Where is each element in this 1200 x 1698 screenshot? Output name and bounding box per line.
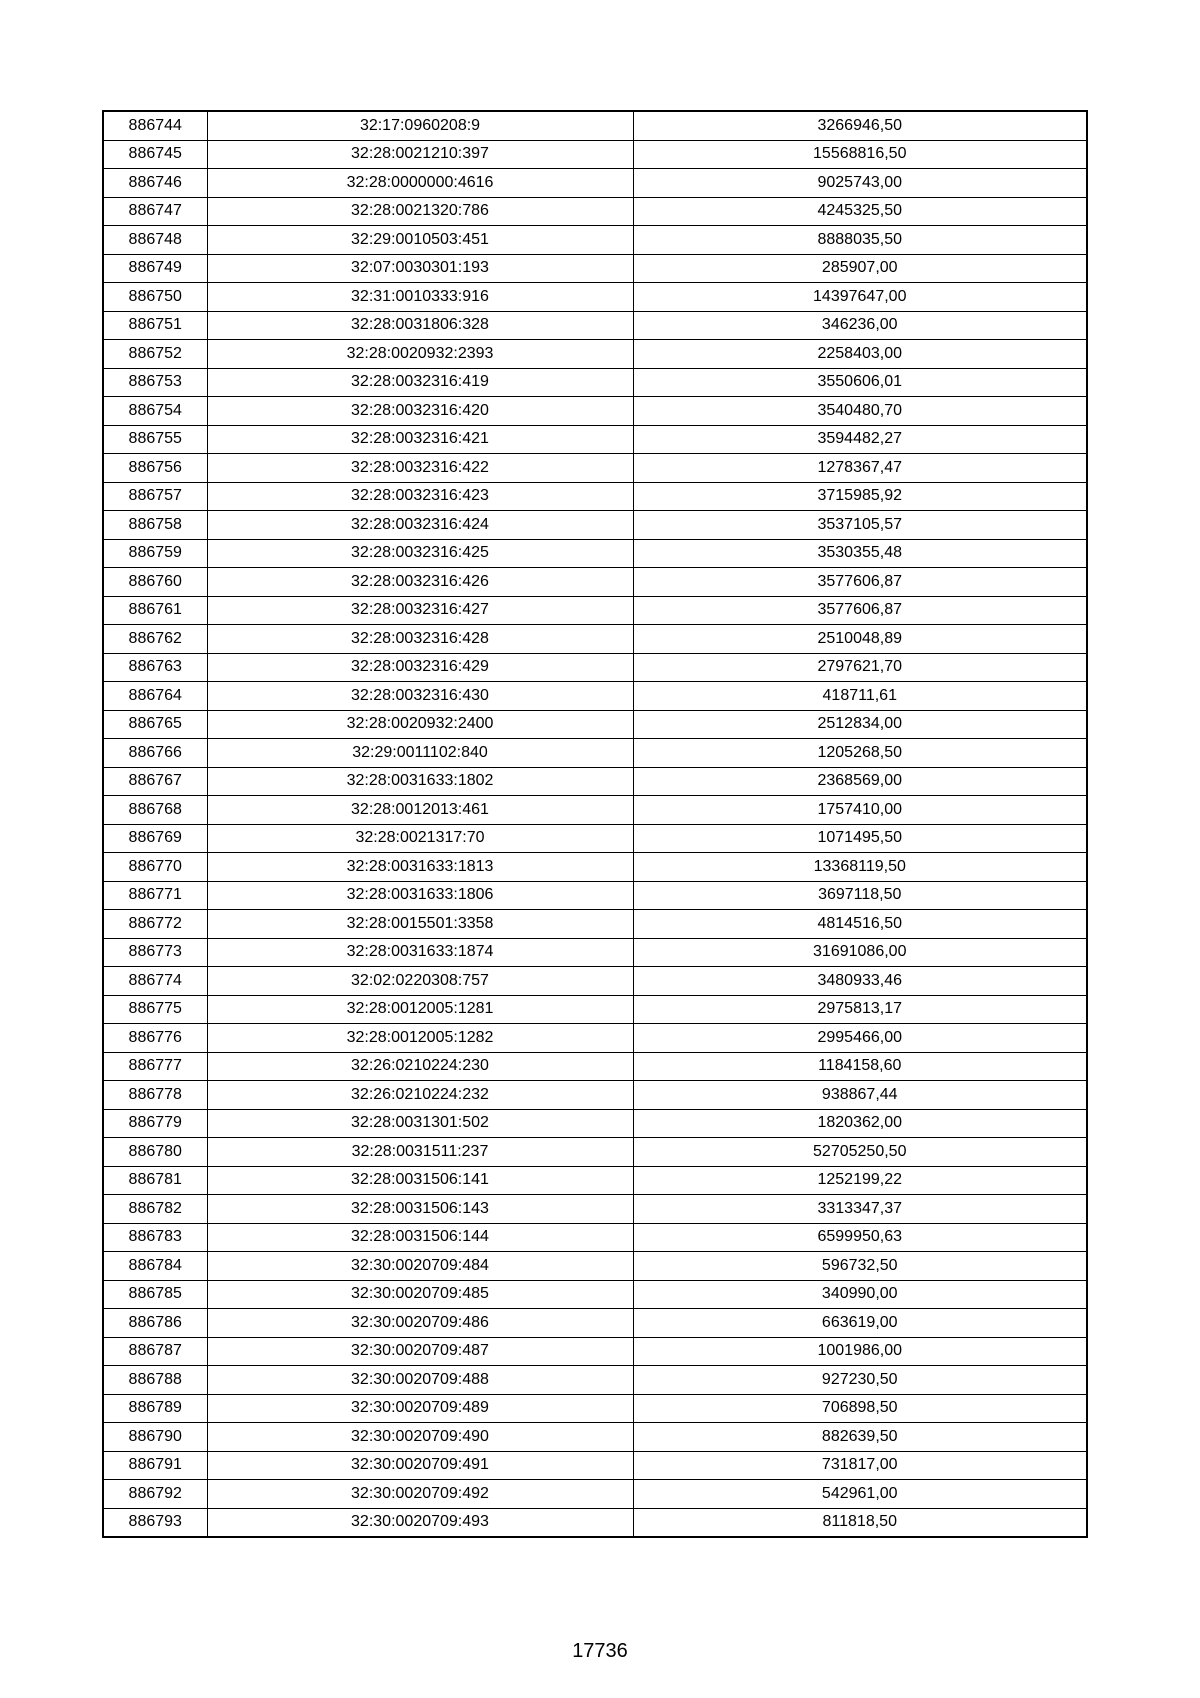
cadastral-number-cell: 32:28:0031633:1813 [207, 853, 633, 882]
table-row [103, 283, 1087, 312]
row-number-cell: 886750 [103, 283, 207, 312]
cadastral-number-cell: 32:28:0032316:430 [207, 682, 633, 711]
cadastral-value-cell: 340990,00 [633, 1280, 1087, 1309]
table-row [103, 1508, 1087, 1537]
cadastral-value-cell: 6599950,63 [633, 1223, 1087, 1252]
cadastral-number-cell: 32:28:0032316:420 [207, 397, 633, 426]
cadastral-number-cell: 32:29:0011102:840 [207, 739, 633, 768]
cadastral-number-cell: 32:31:0010333:916 [207, 283, 633, 312]
cadastral-value-cell: 1001986,00 [633, 1337, 1087, 1366]
cadastral-value-cell: 2368569,00 [633, 767, 1087, 796]
cadastral-number-cell: 32:28:0031506:144 [207, 1223, 633, 1252]
table-row [103, 739, 1087, 768]
cadastral-number-cell: 32:26:0210224:232 [207, 1081, 633, 1110]
table-row [103, 368, 1087, 397]
row-number-cell: 886751 [103, 311, 207, 340]
cadastral-number-cell: 32:28:0015501:3358 [207, 910, 633, 939]
cadastral-value-cell: 9025743,00 [633, 169, 1087, 198]
table-row [103, 1423, 1087, 1452]
row-number-cell: 886747 [103, 197, 207, 226]
table-row [103, 397, 1087, 426]
row-number-cell: 886792 [103, 1480, 207, 1509]
table-row [103, 1195, 1087, 1224]
table-row [103, 1223, 1087, 1252]
cadastral-value-cell: 2512834,00 [633, 710, 1087, 739]
table-row [103, 482, 1087, 511]
row-number-cell: 886748 [103, 226, 207, 255]
cadastral-number-cell: 32:17:0960208:9 [207, 111, 633, 140]
row-number-cell: 886774 [103, 967, 207, 996]
cadastral-number-cell: 32:30:0020709:492 [207, 1480, 633, 1509]
cadastral-number-cell: 32:29:0010503:451 [207, 226, 633, 255]
cadastral-value-cell: 8888035,50 [633, 226, 1087, 255]
row-number-cell: 886769 [103, 824, 207, 853]
cadastral-number-cell: 32:30:0020709:484 [207, 1252, 633, 1281]
cadastral-value-cell: 1205268,50 [633, 739, 1087, 768]
row-number-cell: 886788 [103, 1366, 207, 1395]
cadastral-number-cell: 32:28:0020932:2393 [207, 340, 633, 369]
cadastral-number-cell: 32:28:0032316:422 [207, 454, 633, 483]
registry-table [102, 110, 1088, 1538]
cadastral-value-cell: 596732,50 [633, 1252, 1087, 1281]
row-number-cell: 886766 [103, 739, 207, 768]
table-row [103, 1166, 1087, 1195]
cadastral-value-cell: 2975813,17 [633, 995, 1087, 1024]
cadastral-number-cell: 32:28:0012013:461 [207, 796, 633, 825]
cadastral-number-cell: 32:28:0031301:502 [207, 1109, 633, 1138]
cadastral-number-cell: 32:28:0000000:4616 [207, 169, 633, 198]
row-number-cell: 886761 [103, 596, 207, 625]
cadastral-value-cell: 13368119,50 [633, 853, 1087, 882]
row-number-cell: 886753 [103, 368, 207, 397]
cadastral-value-cell: 1071495,50 [633, 824, 1087, 853]
row-number-cell: 886763 [103, 653, 207, 682]
row-number-cell: 886793 [103, 1508, 207, 1537]
cadastral-value-cell: 3697118,50 [633, 881, 1087, 910]
table-row [103, 1480, 1087, 1509]
cadastral-number-cell: 32:30:0020709:490 [207, 1423, 633, 1452]
cadastral-number-cell: 32:30:0020709:493 [207, 1508, 633, 1537]
cadastral-value-cell: 1252199,22 [633, 1166, 1087, 1195]
cadastral-number-cell: 32:30:0020709:485 [207, 1280, 633, 1309]
row-number-cell: 886756 [103, 454, 207, 483]
cadastral-number-cell: 32:30:0020709:491 [207, 1451, 633, 1480]
row-number-cell: 886787 [103, 1337, 207, 1366]
cadastral-value-cell: 2995466,00 [633, 1024, 1087, 1053]
table-row [103, 1280, 1087, 1309]
table-row [103, 1052, 1087, 1081]
row-number-cell: 886759 [103, 539, 207, 568]
cadastral-value-cell: 418711,61 [633, 682, 1087, 711]
table-row [103, 1024, 1087, 1053]
table-row [103, 938, 1087, 967]
table-row [103, 511, 1087, 540]
row-number-cell: 886755 [103, 425, 207, 454]
cadastral-value-cell: 1820362,00 [633, 1109, 1087, 1138]
row-number-cell: 886758 [103, 511, 207, 540]
cadastral-value-cell: 3313347,37 [633, 1195, 1087, 1224]
cadastral-value-cell: 14397647,00 [633, 283, 1087, 312]
cadastral-value-cell: 15568816,50 [633, 140, 1087, 169]
cadastral-number-cell: 32:28:0032316:426 [207, 568, 633, 597]
row-number-cell: 886764 [103, 682, 207, 711]
row-number-cell: 886773 [103, 938, 207, 967]
table-row [103, 539, 1087, 568]
row-number-cell: 886744 [103, 111, 207, 140]
cadastral-number-cell: 32:28:0031633:1806 [207, 881, 633, 910]
table-row [103, 425, 1087, 454]
table-row [103, 1109, 1087, 1138]
row-number-cell: 886765 [103, 710, 207, 739]
row-number-cell: 886771 [103, 881, 207, 910]
cadastral-value-cell: 4814516,50 [633, 910, 1087, 939]
table-row [103, 311, 1087, 340]
cadastral-number-cell: 32:28:0032316:419 [207, 368, 633, 397]
cadastral-number-cell: 32:28:0032316:423 [207, 482, 633, 511]
cadastral-value-cell: 2258403,00 [633, 340, 1087, 369]
cadastral-number-cell: 32:28:0032316:427 [207, 596, 633, 625]
row-number-cell: 886782 [103, 1195, 207, 1224]
cadastral-value-cell: 927230,50 [633, 1366, 1087, 1395]
cadastral-number-cell: 32:30:0020709:489 [207, 1394, 633, 1423]
cadastral-number-cell: 32:28:0032316:429 [207, 653, 633, 682]
table-row [103, 1451, 1087, 1480]
cadastral-number-cell: 32:02:0220308:757 [207, 967, 633, 996]
cadastral-value-cell: 4245325,50 [633, 197, 1087, 226]
table-row [103, 1081, 1087, 1110]
row-number-cell: 886777 [103, 1052, 207, 1081]
cadastral-number-cell: 32:28:0032316:425 [207, 539, 633, 568]
row-number-cell: 886760 [103, 568, 207, 597]
row-number-cell: 886762 [103, 625, 207, 654]
cadastral-value-cell: 3577606,87 [633, 596, 1087, 625]
row-number-cell: 886767 [103, 767, 207, 796]
table-row [103, 625, 1087, 654]
table-row [103, 1394, 1087, 1423]
cadastral-value-cell: 285907,00 [633, 254, 1087, 283]
cadastral-value-cell: 882639,50 [633, 1423, 1087, 1452]
cadastral-value-cell: 3480933,46 [633, 967, 1087, 996]
row-number-cell: 886768 [103, 796, 207, 825]
cadastral-number-cell: 32:28:0012005:1281 [207, 995, 633, 1024]
cadastral-value-cell: 346236,00 [633, 311, 1087, 340]
table-row [103, 254, 1087, 283]
table-row [103, 1337, 1087, 1366]
row-number-cell: 886745 [103, 140, 207, 169]
row-number-cell: 886757 [103, 482, 207, 511]
cadastral-number-cell: 32:28:0032316:424 [207, 511, 633, 540]
cadastral-number-cell: 32:28:0031511:237 [207, 1138, 633, 1167]
table-row [103, 881, 1087, 910]
cadastral-number-cell: 32:07:0030301:193 [207, 254, 633, 283]
table-row [103, 824, 1087, 853]
row-number-cell: 886776 [103, 1024, 207, 1053]
table-row [103, 853, 1087, 882]
row-number-cell: 886746 [103, 169, 207, 198]
row-number-cell: 886770 [103, 853, 207, 882]
row-number-cell: 886791 [103, 1451, 207, 1480]
row-number-cell: 886752 [103, 340, 207, 369]
cadastral-value-cell: 3715985,92 [633, 482, 1087, 511]
row-number-cell: 886778 [103, 1081, 207, 1110]
cadastral-value-cell: 1278367,47 [633, 454, 1087, 483]
row-number-cell: 886790 [103, 1423, 207, 1452]
cadastral-value-cell: 938867,44 [633, 1081, 1087, 1110]
row-number-cell: 886786 [103, 1309, 207, 1338]
table-row [103, 767, 1087, 796]
cadastral-value-cell: 706898,50 [633, 1394, 1087, 1423]
table-row [103, 710, 1087, 739]
table-row [103, 1309, 1087, 1338]
table-row [103, 967, 1087, 996]
cadastral-number-cell: 32:26:0210224:230 [207, 1052, 633, 1081]
row-number-cell: 886780 [103, 1138, 207, 1167]
cadastral-number-cell: 32:28:0021320:786 [207, 197, 633, 226]
page-number: 17736 [572, 1640, 628, 1662]
cadastral-value-cell: 1757410,00 [633, 796, 1087, 825]
table-row [103, 169, 1087, 198]
cadastral-value-cell: 31691086,00 [633, 938, 1087, 967]
cadastral-value-cell: 52705250,50 [633, 1138, 1087, 1167]
cadastral-value-cell: 3266946,50 [633, 111, 1087, 140]
cadastral-value-cell: 2797621,70 [633, 653, 1087, 682]
cadastral-value-cell: 1184158,60 [633, 1052, 1087, 1081]
cadastral-value-cell: 3530355,48 [633, 539, 1087, 568]
table-row [103, 1252, 1087, 1281]
cadastral-value-cell: 663619,00 [633, 1309, 1087, 1338]
cadastral-value-cell: 3594482,27 [633, 425, 1087, 454]
row-number-cell: 886781 [103, 1166, 207, 1195]
row-number-cell: 886772 [103, 910, 207, 939]
cadastral-number-cell: 32:28:0031633:1802 [207, 767, 633, 796]
cadastral-number-cell: 32:30:0020709:488 [207, 1366, 633, 1395]
table-row [103, 995, 1087, 1024]
table-row [103, 111, 1087, 140]
cadastral-number-cell: 32:28:0031506:141 [207, 1166, 633, 1195]
cadastral-value-cell: 3540480,70 [633, 397, 1087, 426]
cadastral-number-cell: 32:28:0021317:70 [207, 824, 633, 853]
row-number-cell: 886754 [103, 397, 207, 426]
table-row [103, 568, 1087, 597]
table-row [103, 796, 1087, 825]
cadastral-number-cell: 32:30:0020709:486 [207, 1309, 633, 1338]
row-number-cell: 886789 [103, 1394, 207, 1423]
table-row [103, 226, 1087, 255]
cadastral-number-cell: 32:28:0031806:328 [207, 311, 633, 340]
table-row [103, 653, 1087, 682]
table-row [103, 140, 1087, 169]
table-row [103, 340, 1087, 369]
cadastral-value-cell: 2510048,89 [633, 625, 1087, 654]
table-row [103, 197, 1087, 226]
cadastral-value-cell: 3537105,57 [633, 511, 1087, 540]
cadastral-value-cell: 3577606,87 [633, 568, 1087, 597]
table-row [103, 454, 1087, 483]
table-row [103, 596, 1087, 625]
row-number-cell: 886785 [103, 1280, 207, 1309]
cadastral-number-cell: 32:28:0021210:397 [207, 140, 633, 169]
row-number-cell: 886783 [103, 1223, 207, 1252]
row-number-cell: 886749 [103, 254, 207, 283]
row-number-cell: 886775 [103, 995, 207, 1024]
table-row [103, 1138, 1087, 1167]
cadastral-number-cell: 32:28:0032316:421 [207, 425, 633, 454]
table-row [103, 682, 1087, 711]
cadastral-number-cell: 32:28:0012005:1282 [207, 1024, 633, 1053]
cadastral-number-cell: 32:28:0031506:143 [207, 1195, 633, 1224]
row-number-cell: 886784 [103, 1252, 207, 1281]
cadastral-value-cell: 731817,00 [633, 1451, 1087, 1480]
table-row [103, 1366, 1087, 1395]
cadastral-value-cell: 811818,50 [633, 1508, 1087, 1537]
cadastral-number-cell: 32:28:0020932:2400 [207, 710, 633, 739]
registry-table-body [103, 111, 1087, 1537]
table-row [103, 910, 1087, 939]
cadastral-value-cell: 3550606,01 [633, 368, 1087, 397]
cadastral-number-cell: 32:28:0031633:1874 [207, 938, 633, 967]
cadastral-number-cell: 32:28:0032316:428 [207, 625, 633, 654]
cadastral-value-cell: 542961,00 [633, 1480, 1087, 1509]
cadastral-number-cell: 32:30:0020709:487 [207, 1337, 633, 1366]
row-number-cell: 886779 [103, 1109, 207, 1138]
